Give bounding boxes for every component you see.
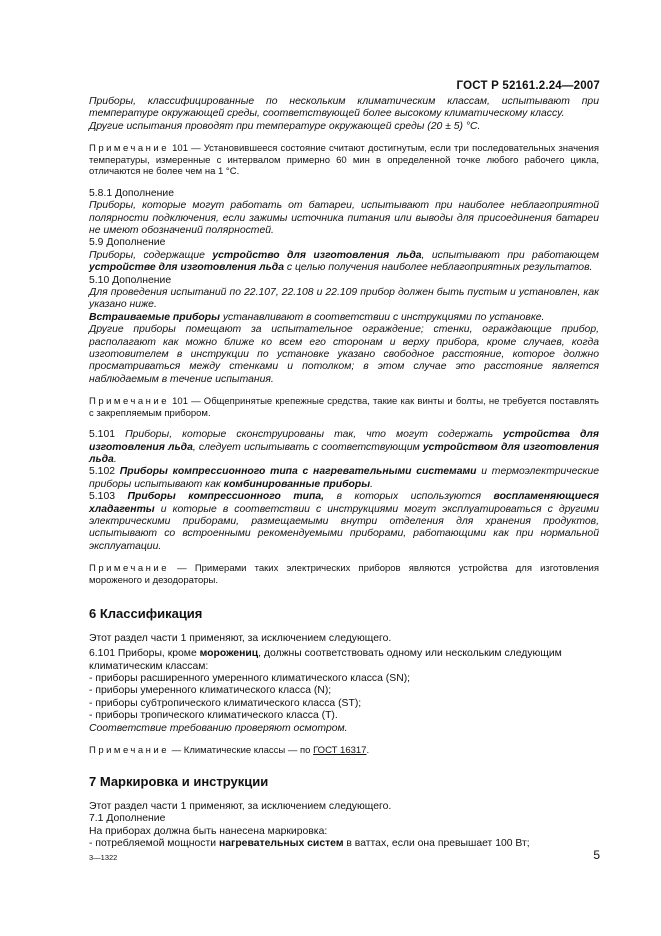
note-examples	[89, 563, 599, 586]
note-text: — Примерами таких электрических приборов являются устройства для изготовления мороженого и дезодораторы.	[89, 563, 599, 586]
list-item: - приборы субтропического климатического класса (ST);	[89, 697, 362, 709]
list-item: - приборы расширенного умеренного климатического класса (SN);	[89, 672, 411, 684]
document-header: ГОСТ Р 52161.2.24—2007	[456, 80, 600, 92]
note-label: Примечание	[89, 563, 169, 575]
page-number: 5	[593, 848, 600, 862]
section-5-9-heading: 5.9 Дополнение	[89, 237, 166, 249]
section-5-102: 5.102 Приборы компрессионного типа с нагревательными системами и термоэлектрические приборы испытывают как комбинированные приборы.	[89, 466, 600, 490]
note-text: — Климатические классы — по	[169, 744, 314, 756]
section-5-101: 5.101 Приборы, которые сконструированы так, что могут содержать устройства для изготовления льда, следует испытывать с соответствующим устройством для изготовления льда.	[89, 429, 600, 466]
note-101-fasteners	[89, 396, 599, 419]
section-6-101: 6.101 Приборы, кроме морожениц, должны соответствовать одному или нескольким следующим климатическим классам:	[89, 648, 562, 672]
note-text: 101 — Установившееся состояние считают достигнутым, если три последовательных значения температуры, измеренные с интервалом примерно 60 мин в определенной точке любого рабочего цикла, отличаются не более чем на 1 °С.	[89, 143, 599, 178]
paragraph: Другие испытания проводят при температуре окружающей среды (20 ± 5) °С.	[89, 120, 481, 132]
section-7-text: На приборах должна быть нанесена маркировка:	[89, 825, 328, 837]
section-5-103: 5.103 Приборы компрессионного типа, в которых используются воспламеняющиеся хладагенты и которые в соответствии с инструкциями могут эксплуатироваться с другими электрическими приборами, размещаемыми внутри отделения для хранения продуктов, испытывают со встроенными рекомендуемыми приборами, работающими как при нормальной эксплуатации.	[89, 491, 599, 552]
gost-link[interactable]: ГОСТ 16317	[313, 744, 367, 756]
page-content	[89, 96, 599, 850]
section-6-intro: Этот раздел части 1 применяют, за исключением следующего.	[89, 632, 392, 644]
list-item: - приборы тропического климатического класса (Т).	[89, 710, 338, 722]
note-label: Примечание	[89, 396, 169, 408]
section-5-10-other: Другие приборы помещают за испытательное ограждение; стенки, ограждающие прибор, располагают как можно ближе ко всем его сторонам и верху прибора, кроме случаев, когда изготовителем в инструкции по установке указано свободное расстояние, которое должно просматриваться между стенками и потолком; в этом случае это расстояние является наблюдаемым в течение испытания.	[89, 324, 599, 385]
section-7-1-heading: 7.1 Дополнение	[89, 813, 166, 825]
print-code: 3—1322	[89, 853, 118, 862]
section-7-title: 7 Маркировка и инструкции	[89, 774, 269, 790]
list-item: - приборы умеренного климатического класса (N);	[89, 685, 332, 697]
section-5-9-text: Приборы, содержащие устройство для изготовления льда, испытывают при работающем устройстве для изготовления льда с целью получения наиболее неблагоприятных результатов.	[89, 249, 599, 274]
section-7-item: - потребляемой мощности нагревательных систем в ваттах, если она превышает 100 Вт;	[89, 838, 530, 850]
section-5-10-builtin: Встраиваемые приборы устанавливают в соответствии с инструкциями по установке.	[89, 311, 545, 323]
note-climate: Примечание — Климатические классы — по ГОСТ 16317.	[89, 744, 370, 756]
note-101	[89, 143, 599, 178]
section-5-10-heading: 5.10 Дополнение	[89, 274, 172, 286]
section-5-8-1-text: Приборы, которые могут работать от батареи, испытывают при наиболее неблагоприятной полярности подключения, если зажимы источника питания или выводы для присоединения батареи не имеют обозначений полярностей.	[89, 200, 599, 236]
section-7-intro: Этот раздел части 1 применяют, за исключением следующего.	[89, 800, 392, 812]
note-label: Примечание	[89, 143, 169, 155]
section-5-10-text: Для проведения испытаний по 22.107, 22.108 и 22.109 прибор должен быть пустым и установлен, как указано ниже.	[89, 286, 599, 311]
section-6-check: Соответствие требованию проверяют осмотром.	[89, 722, 348, 734]
section-6-title: 6 Классификация	[89, 606, 203, 622]
section-5-8-1-heading: 5.8.1 Дополнение	[89, 187, 175, 199]
note-label: Примечание	[89, 744, 169, 756]
paragraph: Приборы, классифицированные по нескольким климатическим классам, испытывают при температуре окружающей среды, соответствующей более высокому климатическому классу.	[89, 96, 599, 120]
note-text: 101 — Общепринятые крепежные средства, такие как винты и болты, не требуется поставлять с закрепляемым прибором.	[89, 396, 599, 419]
